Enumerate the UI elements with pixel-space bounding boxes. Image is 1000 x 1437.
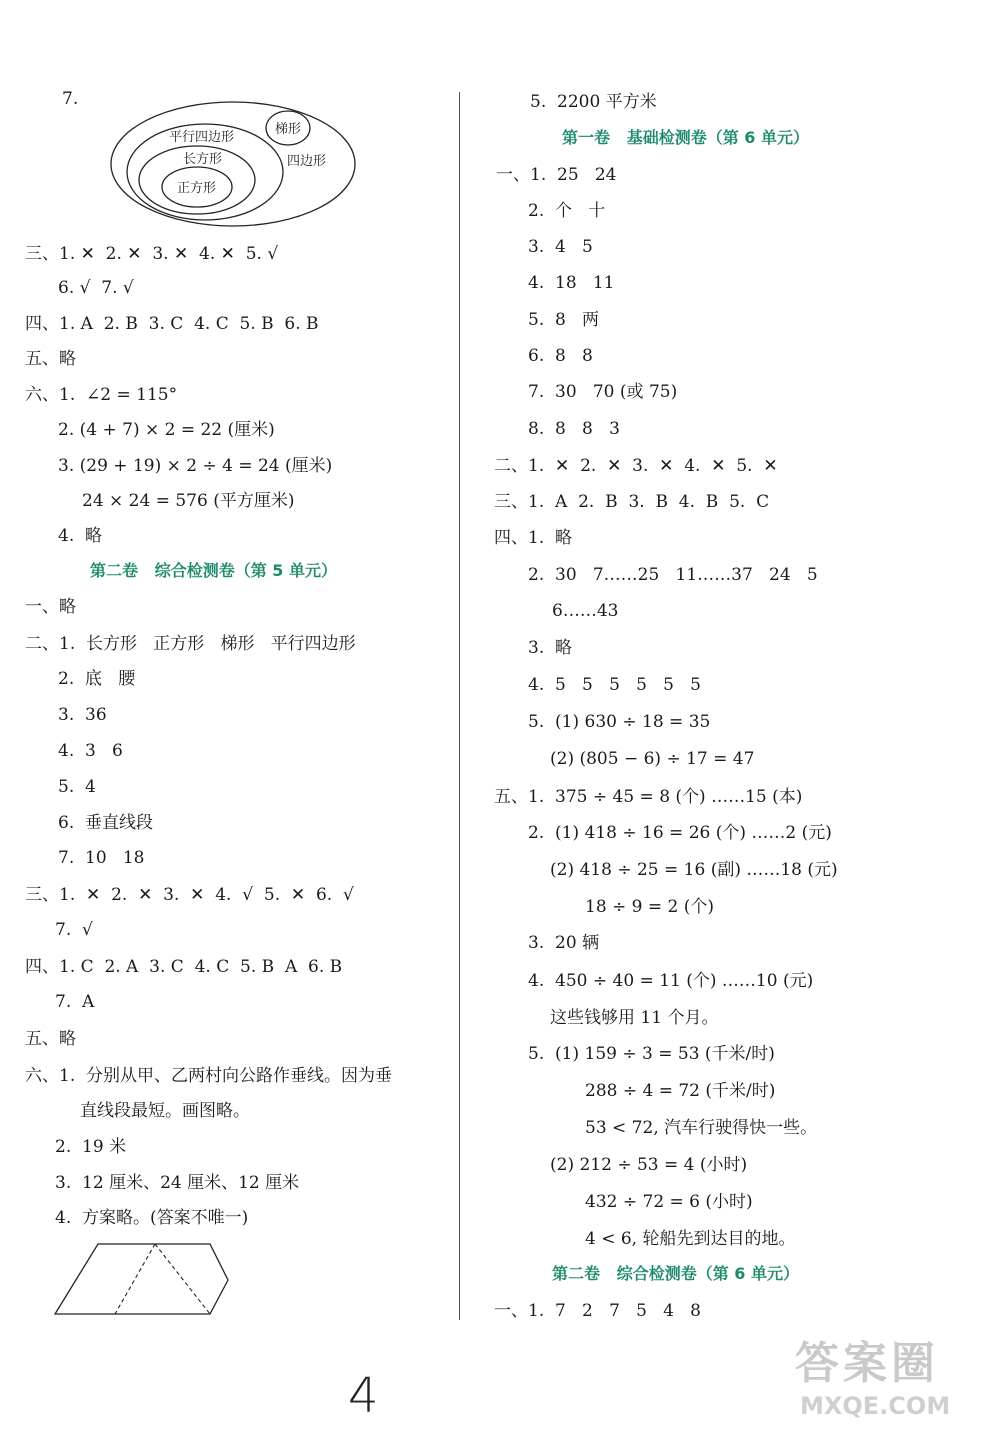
answer-line: 4. 方案略。(答案不唯一) — [55, 1208, 249, 1228]
answer-line: 三、1. ✕ 2. ✕ 3. ✕ 4. ✕ 5. √ — [25, 244, 279, 264]
answer-line: 2. (4 + 7) × 2 = 22 (厘米) — [58, 420, 275, 440]
venn-label-quadrilateral: 四边形 — [287, 154, 327, 169]
answer-line: 2. 30 7……25 11……37 24 5 — [528, 565, 818, 585]
answer-line: 3. 36 — [58, 705, 107, 725]
answer-line: 六、1. ∠2 = 115° — [25, 385, 178, 405]
answer-line: 三、1. ✕ 2. ✕ 3. ✕ 4. √ 5. ✕ 6. √ — [25, 885, 354, 905]
venn-label-square: 正方形 — [177, 181, 217, 196]
answer-line: (2) (805 − 6) ÷ 17 = 47 — [550, 749, 755, 769]
answer-line: 5. 2200 平方米 — [530, 92, 657, 112]
section-title-vol2-unit6: 第二卷 综合检测卷（第 6 单元） — [552, 1264, 799, 1283]
answer-line: 7. √ — [55, 920, 93, 940]
answer-line: 二、1. ✕ 2. ✕ 3. ✕ 4. ✕ 5. ✕ — [494, 456, 778, 476]
fold-line — [155, 1244, 210, 1314]
answer-line: 7. 30 70 (或 75) — [528, 382, 678, 402]
answer-line: 4. 略 — [58, 526, 103, 546]
answer-line: 一、略 — [25, 597, 76, 617]
folded-shape-figure — [50, 1238, 240, 1318]
answer-line: 6. 垂直线段 — [58, 813, 154, 833]
answer-line: 4. 3 6 — [58, 741, 123, 761]
answer-line: 24 × 24 = 576 (平方厘米) — [82, 491, 295, 511]
watermark-url: MXQE.COM — [800, 1392, 951, 1420]
answer-line: 四、1. A 2. B 3. C 4. C 5. B 6. B — [25, 314, 319, 334]
answer-line: (2) 212 ÷ 53 = 4 (小时) — [550, 1155, 748, 1175]
answer-line: 四、1. 略 — [494, 528, 573, 548]
answer-line: 二、1. 长方形 正方形 梯形 平行四边形 — [25, 634, 356, 654]
answer-line: 五、略 — [25, 1029, 76, 1049]
answer-line: 7. 10 18 — [58, 848, 145, 868]
answer-line: 53 < 72, 汽车行驶得快一些。 — [585, 1118, 818, 1138]
answer-line: 432 ÷ 72 = 6 (小时) — [585, 1192, 753, 1212]
handwritten-page-number: 4 — [348, 1368, 379, 1424]
answer-line: 3. 4 5 — [528, 237, 593, 257]
answer-line: (2) 418 ÷ 25 = 16 (副) ……18 (元) — [550, 860, 838, 880]
fold-line — [115, 1244, 155, 1314]
answer-line: 2. 个 十 — [528, 201, 606, 221]
answer-line: 5. (1) 159 ÷ 3 = 53 (千米/时) — [528, 1044, 775, 1064]
answer-line: 18 ÷ 9 = 2 (个) — [585, 897, 715, 917]
answer-line: 2. (1) 418 ÷ 16 = 26 (个) ……2 (元) — [528, 823, 832, 843]
answer-line: 288 ÷ 4 = 72 (千米/时) — [585, 1081, 776, 1101]
answer-line: 2. 19 米 — [55, 1137, 127, 1157]
answer-line: 三、1. A 2. B 3. B 4. B 5. C — [494, 492, 770, 512]
answer-line: 六、1. 分别从甲、乙两村向公路作垂线。因为垂 — [25, 1066, 393, 1086]
answer-line: 3. 12 厘米、24 厘米、12 厘米 — [55, 1173, 300, 1193]
venn-label-rectangle: 长方形 — [183, 152, 223, 167]
answer-line: 五、1. 375 ÷ 45 = 8 (个) ……15 (本) — [494, 787, 803, 807]
venn-label-parallelogram: 平行四边形 — [169, 130, 235, 145]
answer-line: 3. (29 + 19) × 2 ÷ 4 = 24 (厘米) — [58, 456, 333, 476]
answer-line: 一、1. 7 2 7 5 4 8 — [494, 1301, 701, 1321]
answer-line: 6. 8 8 — [528, 346, 593, 366]
answer-line: 四、1. C 2. A 3. C 4. C 5. B A 6. B — [25, 957, 343, 977]
answer-line: 8. 8 8 3 — [528, 419, 620, 439]
answer-line: 4. 450 ÷ 40 = 11 (个) ……10 (元) — [528, 971, 814, 991]
answer-line: 4 < 6, 轮船先到达目的地。 — [585, 1229, 796, 1249]
column-divider — [459, 92, 460, 1320]
answer-line: 3. 20 辆 — [528, 933, 600, 953]
quadrilateral-venn-diagram — [105, 92, 365, 242]
answer-line: 4. 5 5 5 5 5 5 — [528, 675, 701, 695]
answer-line: 5. 4 — [58, 777, 96, 797]
section-title-vol1-unit6: 第一卷 基础检测卷（第 6 单元） — [562, 128, 809, 147]
answer-line: 一、1. 25 24 — [496, 165, 617, 185]
watermark-logo: 答案圈 — [795, 1338, 939, 1389]
answer-line: 5. 8 两 — [528, 310, 600, 330]
section-title-vol2-unit5: 第二卷 综合检测卷（第 5 单元） — [90, 561, 337, 580]
q7-number: 7. — [62, 89, 79, 109]
answer-line: 五、略 — [25, 349, 76, 369]
answer-line: 4. 18 11 — [528, 273, 615, 293]
answer-line: 6. √ 7. √ — [58, 278, 134, 298]
answer-line: 2. 底 腰 — [58, 669, 136, 689]
answer-line: 6……43 — [552, 601, 619, 621]
answer-line: 这些钱够用 11 个月。 — [550, 1008, 719, 1028]
answer-line: 直线段最短。画图略。 — [80, 1101, 250, 1121]
answer-line: 7. A — [55, 992, 95, 1012]
shape-outline — [55, 1244, 228, 1314]
venn-label-trapezoid: 梯形 — [275, 122, 302, 137]
answer-line: 3. 略 — [528, 638, 573, 658]
answer-line: 5. (1) 630 ÷ 18 = 35 — [528, 712, 711, 732]
